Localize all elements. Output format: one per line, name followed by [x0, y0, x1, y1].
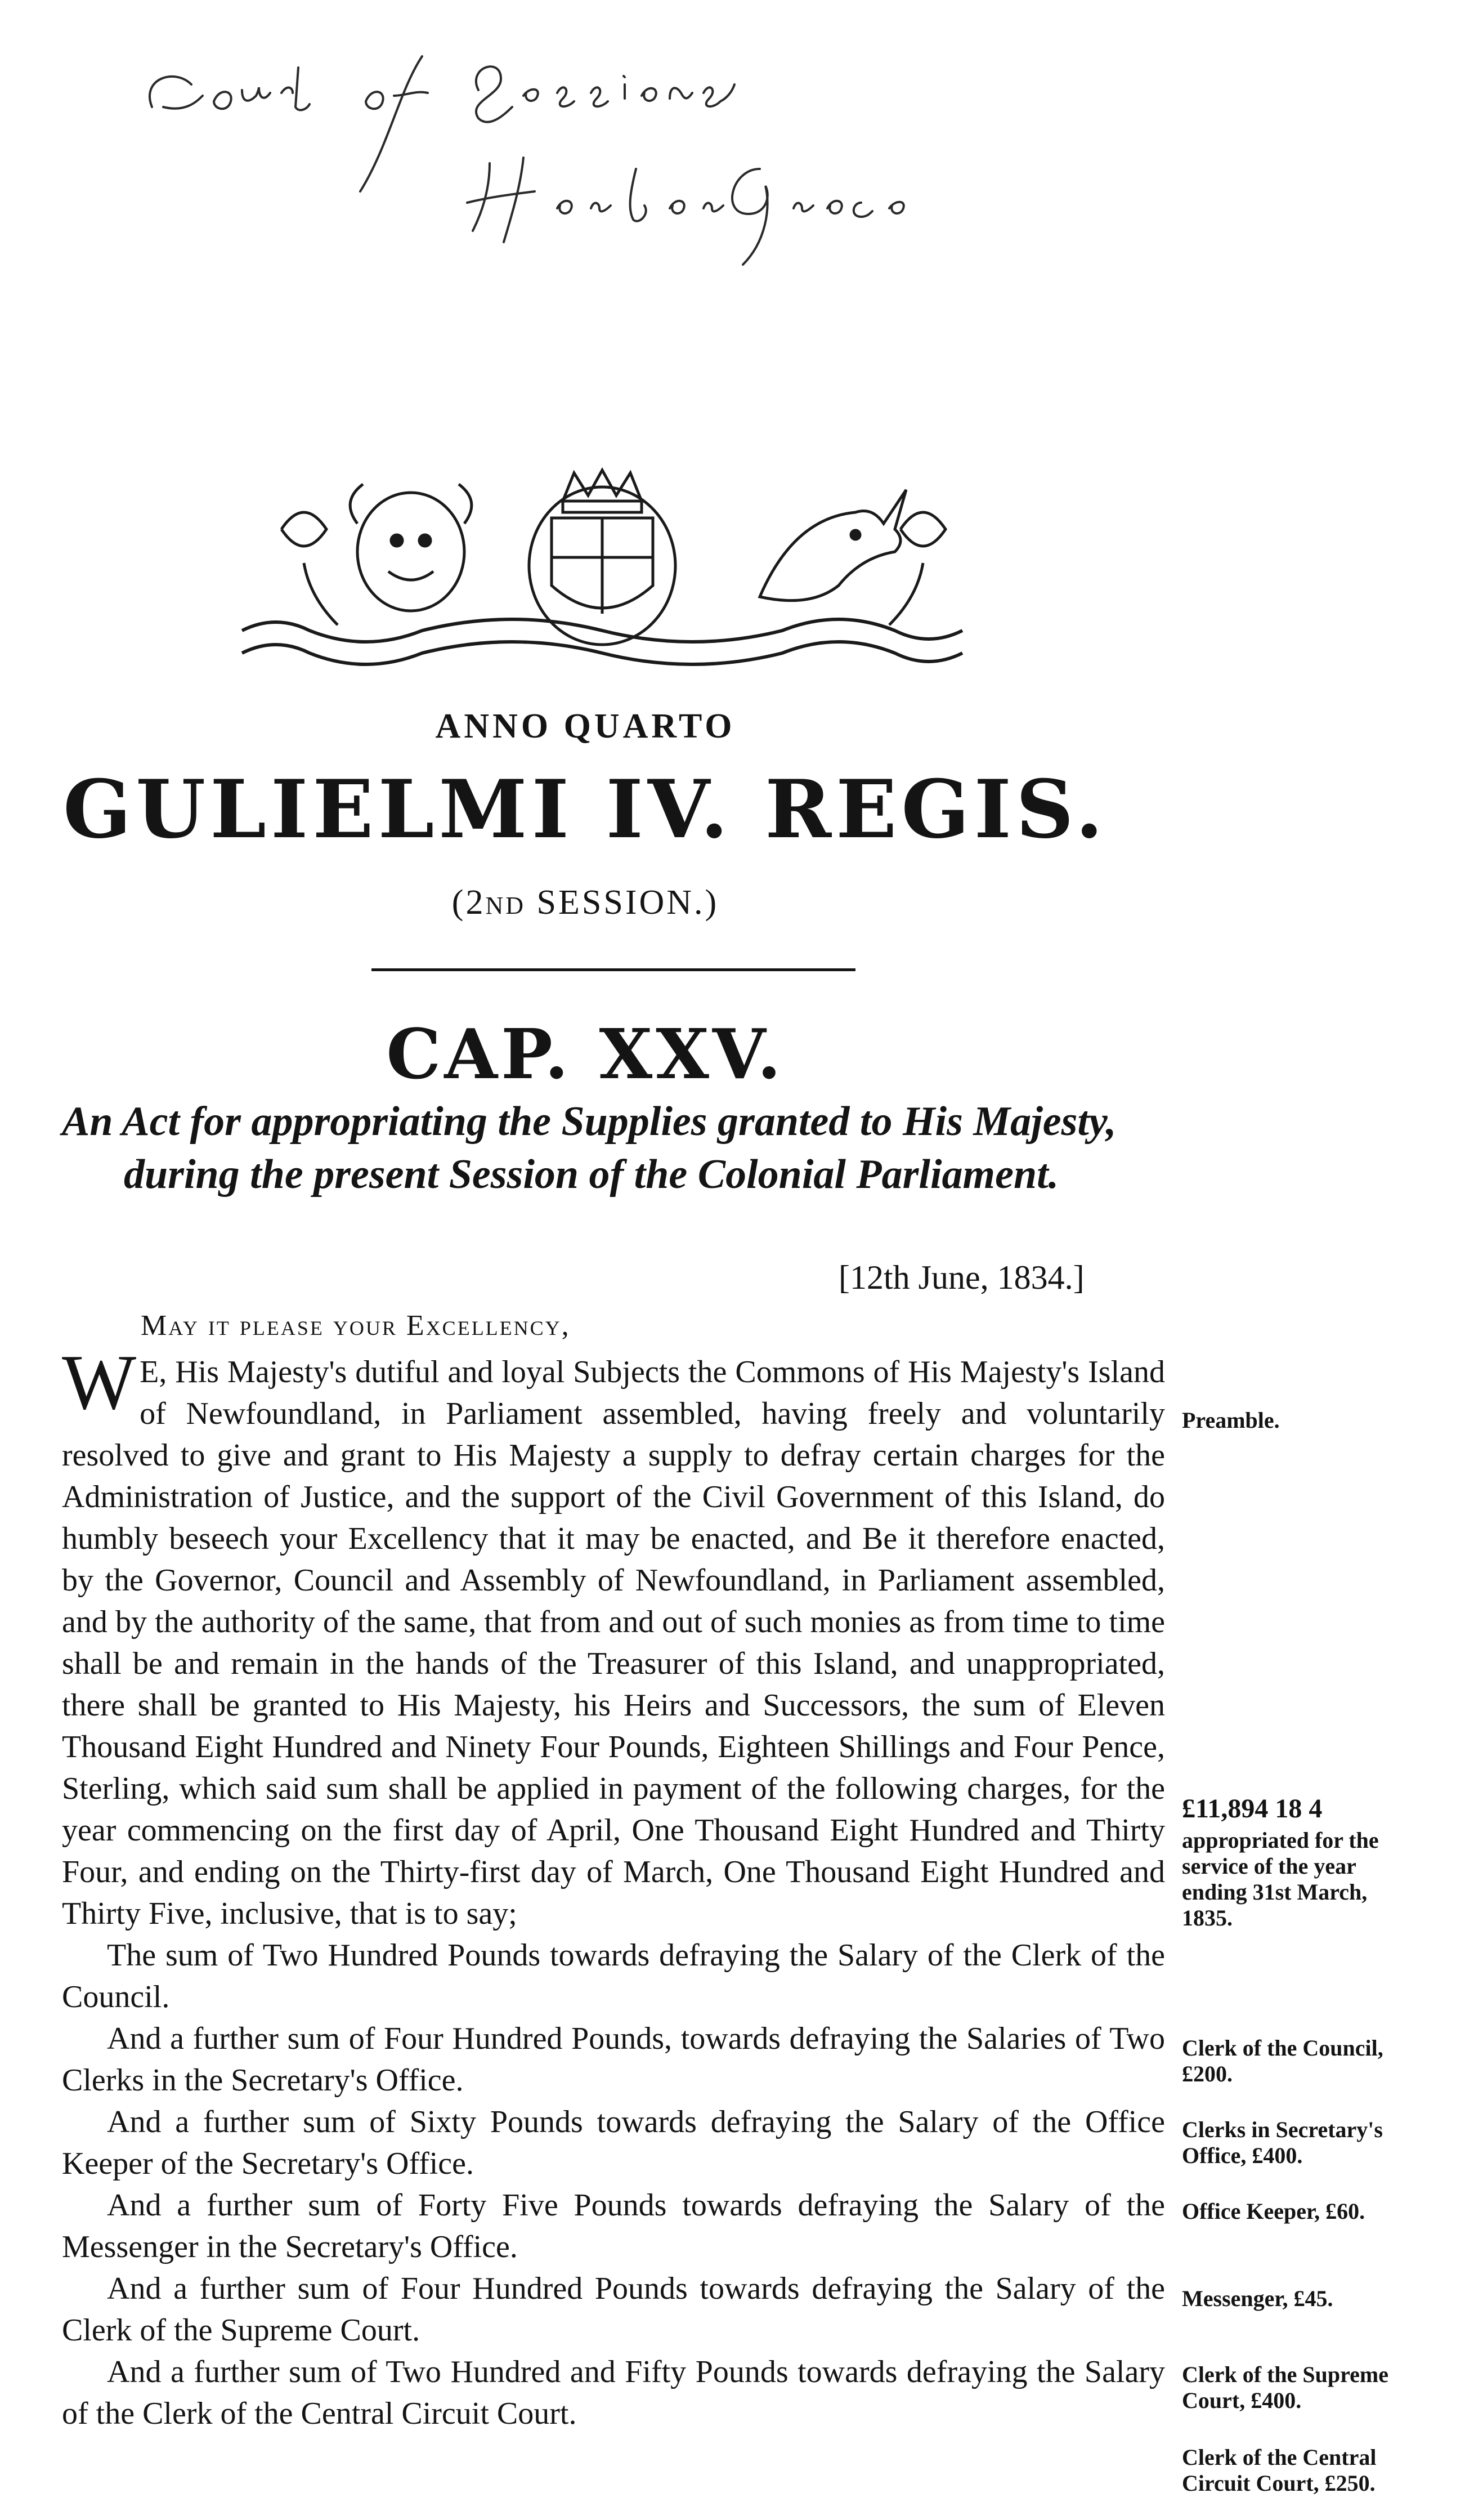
session-open: (2 — [451, 883, 486, 922]
royal-coat-of-arms — [236, 462, 968, 670]
margin-note-clerks-secretary: Clerks in Secretary's Office, £400. — [1182, 2117, 1383, 2168]
margin-note-amount: £11,894 18 4 — [1182, 1794, 1323, 1824]
margin-note-clerk-council: Clerk of the Council, £200. — [1182, 2035, 1383, 2086]
preamble-paragraph: WE, His Majesty's dutiful and loyal Subjects the Commons of His Majesty's Island of Newfoundland, in Parliament assembled, having freely and voluntarily resolved to give and grant to His Majesty a supply to defray certain charges for the Administration of Justice, and the support of the Civil Government of this Island, do humbly beseech your Excellency that it may be enacted, and Be it therefore enacted, by the Governor, Council and Assembly of Newfoundland, in Parliament assembled, and by the authority of the same, that from and out of such monies as from time to time shall be and remain in the hands of the Treasurer of this Island, and unappropriated, there shall be granted to His Majesty, his Heirs and Successors, the sum of Eleven Thousand Eight Hundred and Ninety Four Pounds, Eighteen Shillings and Four Pence, Sterling, which said sum shall be applied in payment of the following charges, for the year commencing on the first day of April, One Thousand Eight Hundred and Thirty Four, and ending on the Thirty-first day of March, One Thousand Eight Hundred and Thirty Five, inclusive, that is to say; — [62, 1339, 1165, 1931]
handwritten-inscription — [129, 23, 974, 304]
session-superscript: ND — [485, 892, 526, 919]
anno-heading: ANNO QUARTO — [435, 707, 736, 745]
chapter-heading: CAP. XXV. — [386, 1013, 785, 1094]
margin-note-preamble: Preamble. — [1182, 1408, 1280, 1433]
appropriation-clerk-council: The sum of Two Hundred Pounds towards defraying the Salary of the Clerk of the Council. — [62, 1938, 1165, 2014]
session-close: SESSION.) — [526, 883, 719, 922]
appropriation-clerks-secretary: And a further sum of Four Hundred Pounds, towards defraying the Salaries of Two Clerks in the Secretary's Office. — [62, 2021, 1165, 2098]
coat-of-arms-drawing — [236, 462, 968, 670]
appropriation-clerk-central: And a further sum of Two Hundred and Fifty Pounds towards defraying the Salary of the Clerk of the Central Circuit Court. — [62, 2354, 1165, 2431]
margin-note-clerk-supreme: Clerk of the Supreme Court, £400. — [1182, 2362, 1388, 2413]
appropriation-office-keeper: And a further sum of Sixty Pounds towards defraying the Salary of the Office Keeper of the Secretary's Office. — [62, 2105, 1165, 2181]
appropriation-clerk-supreme: And a further sum of Four Hundred Pounds towards defraying the Salary of the Clerk of the Supreme Court. — [62, 2271, 1165, 2348]
act-body — [62, 1339, 1165, 2434]
handwriting-drawing — [129, 23, 974, 304]
act-title: An Act for appropriating the Supplies granted to His Majesty, during the present Session of the Colonial Parliament. — [62, 1098, 1117, 1198]
appropriation-messenger: And a further sum of Forty Five Pounds towards defraying the Salary of the Messenger in the Secretary's Office. — [62, 2188, 1165, 2264]
regis-heading: GULIELMI IV. REGIS. — [63, 763, 1108, 856]
margin-note-messenger: Messenger, £45. — [1182, 2286, 1333, 2311]
margin-note-amount-detail: appropriated for the service of the year ending 31st March, 1835. — [1182, 1828, 1379, 1931]
margin-note-clerk-central: Clerk of the Central Circuit Court, £250. — [1182, 2445, 1377, 2496]
act-date: [12th June, 1834.] — [839, 1259, 1085, 1296]
session-heading — [0, 883, 1171, 923]
horizontal-rule — [371, 968, 855, 971]
address-line: May it please your Excellency, — [141, 1310, 571, 1342]
margin-note-office-keeper: Office Keeper, £60. — [1182, 2199, 1365, 2224]
